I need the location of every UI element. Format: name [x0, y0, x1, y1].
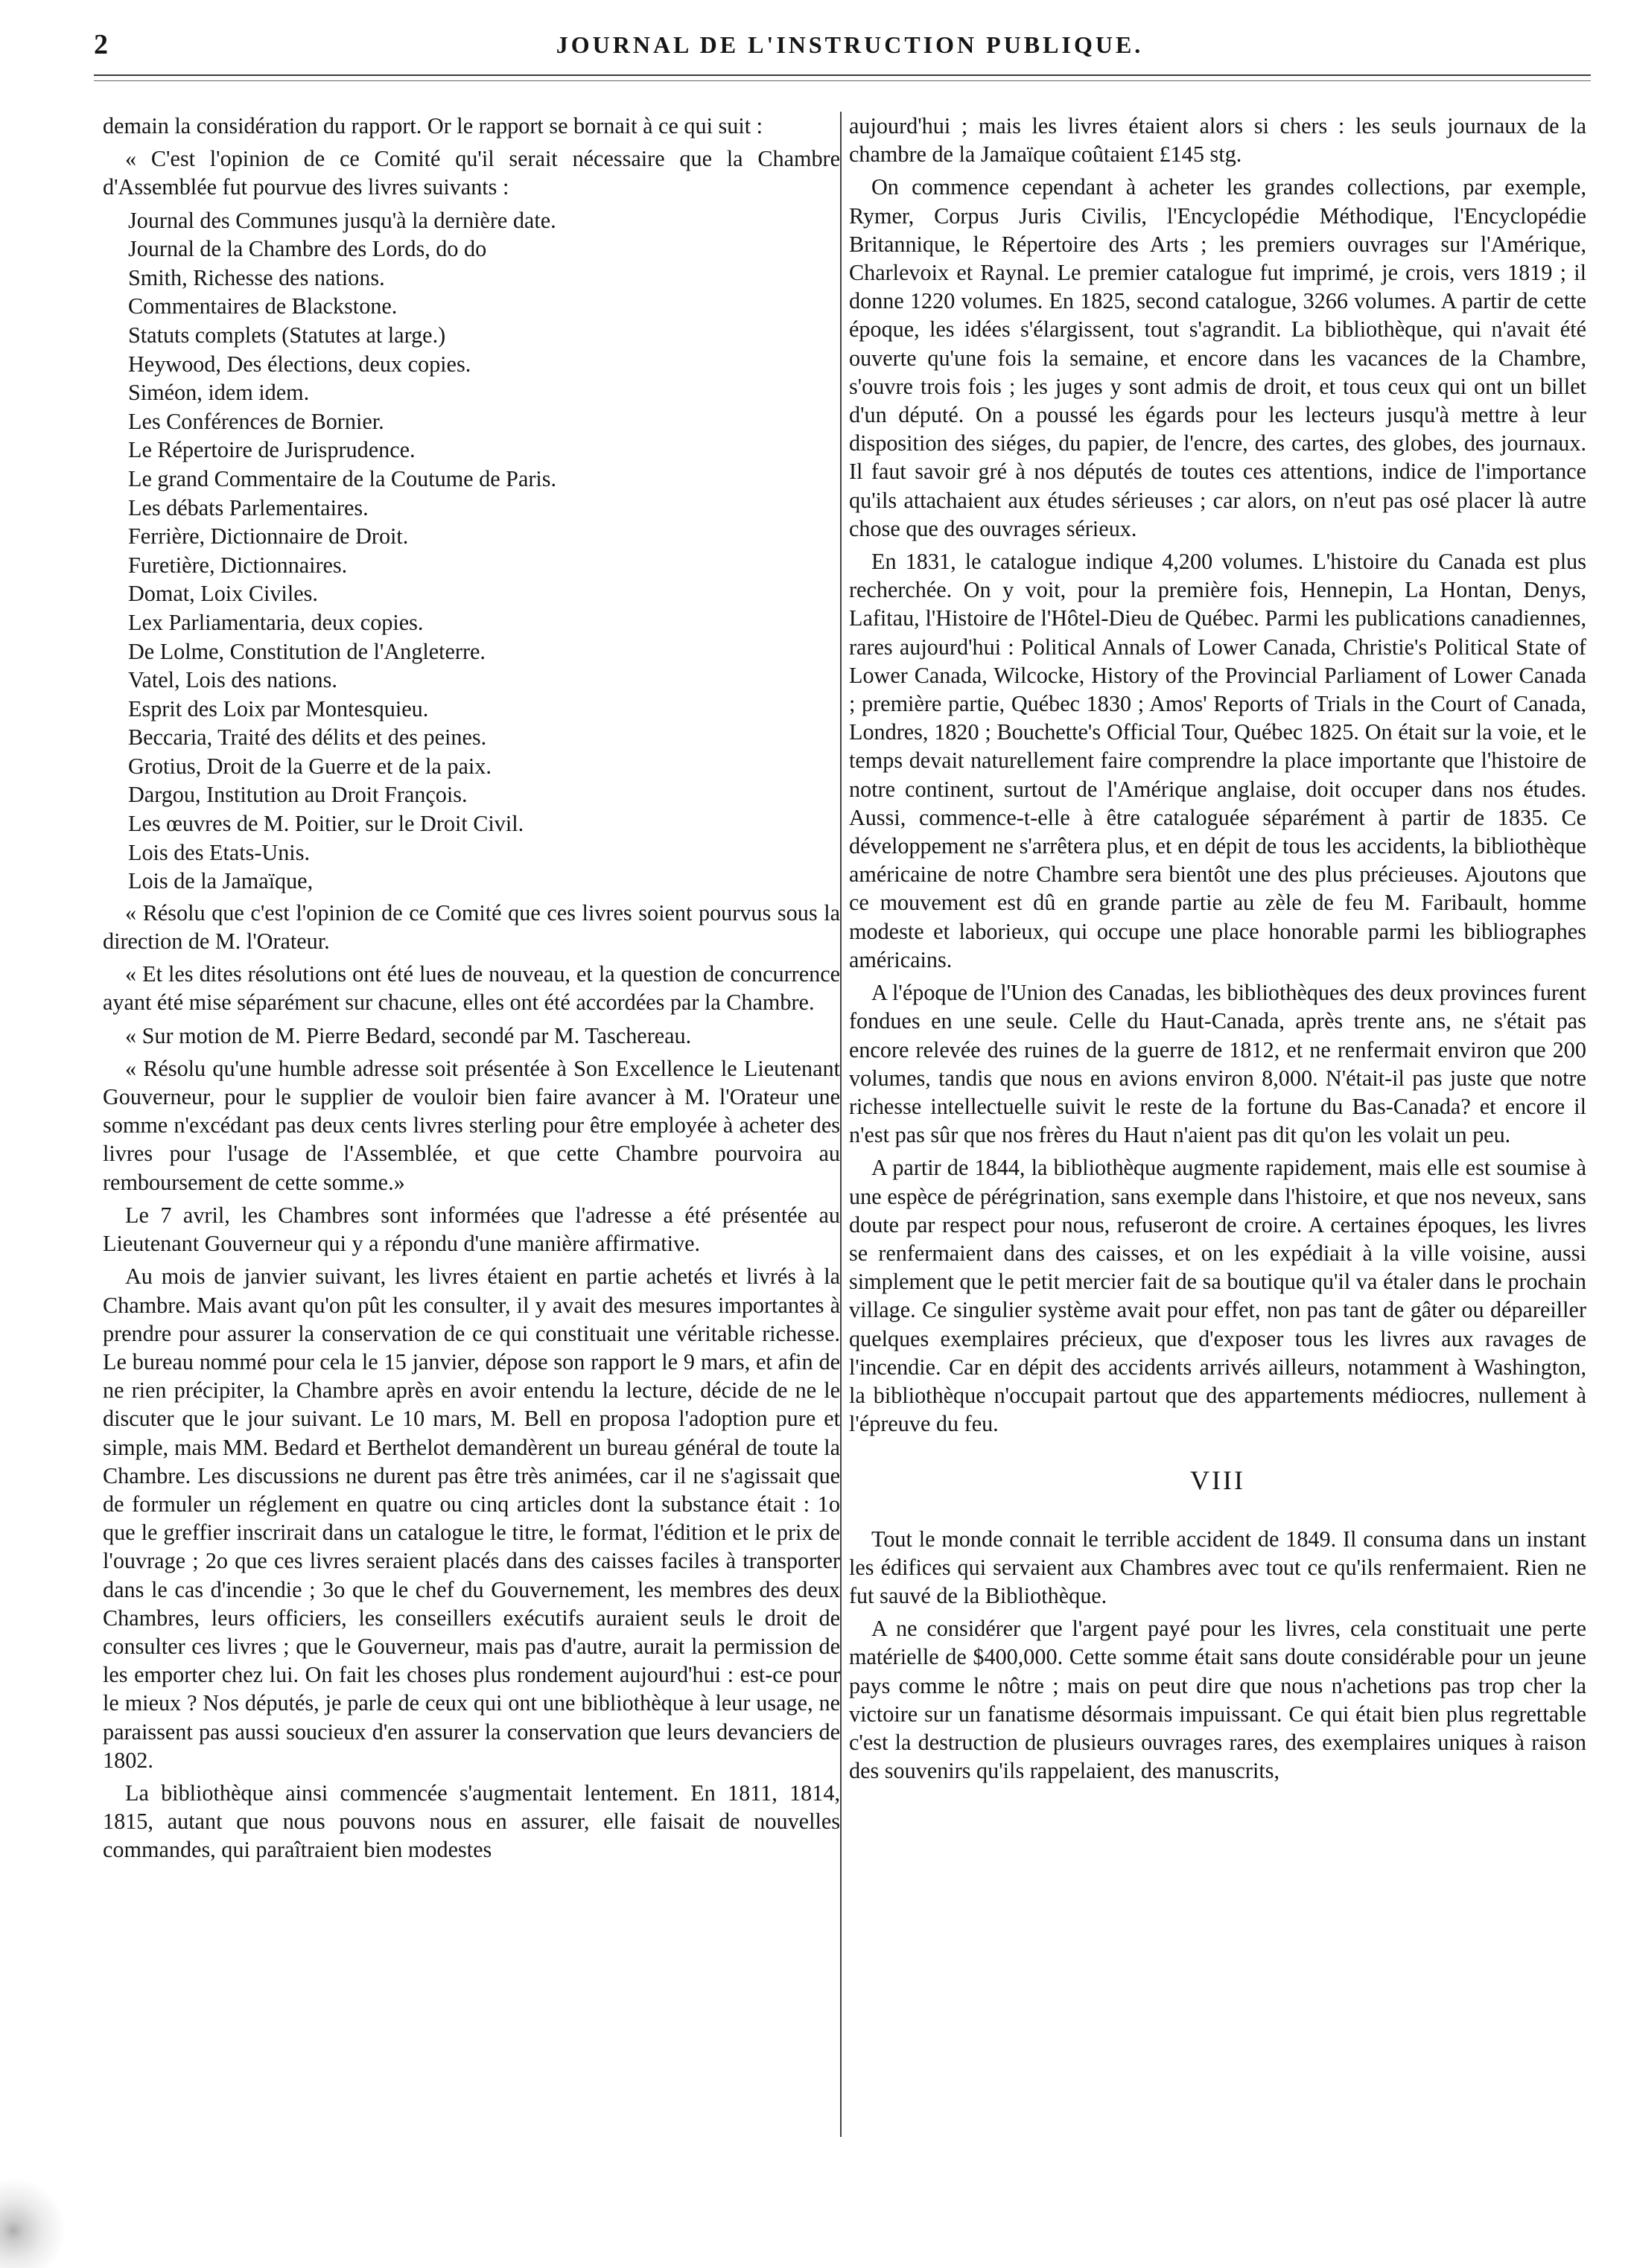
book-list-item: De Lolme, Constitution de l'Angleterre.: [128, 638, 486, 664]
book-list-item: Statuts complets (Statutes at large.): [128, 322, 446, 348]
scan-smudge: [0, 2174, 67, 2268]
paragraph: A l'époque de l'Union des Canadas, les bibliothèques des deux provinces furent fondues en une seule. Celle du Haut-Canada, après trente ans, ne s'était pas encore relevée des ruines de la guerre de 1812, et ne renfermait environ que 200 volumes, tandis que nous en avions environ 8,000. N'était-il pas juste que notre richesse intellectuelle suivit le reste de la fortune du Bas-Canada? et encore il n'est pas sûr que nos frères du Haut n'aient pas dit qu'on les volait un peu.: [849, 980, 1586, 1148]
section-heading: VIII: [1190, 1465, 1245, 1496]
paragraph: « Résolu qu'une humble adresse soit présentée à Son Excellence le Lieutenant Gouverneur, pour le supplier de vouloir bien faire avancer à M. l'Orateur une somme n'excédant pas deux cents livres sterling pour être employée à acheter des livres pour l'usage de l'Assemblée, et que cette Chambre pourvoira au remboursement de cette somme.»: [103, 1055, 840, 1195]
book-list-item: Les Conférences de Bornier.: [128, 408, 384, 434]
header-rule-thin: [94, 80, 1591, 81]
paragraph: aujourd'hui ; mais les livres étaient alors si chers : les seuls journaux de la chambre de la Jamaïque coûtaient £145 stg.: [849, 113, 1586, 168]
book-list: [103, 206, 840, 896]
paragraph: demain la considération du rapport. Or le rapport se bornait à ce qui suit :: [103, 113, 763, 138]
book-list-item: Lex Parliamentaria, deux copies.: [128, 609, 424, 635]
book-list-item: Furetière, Dictionnaires.: [128, 552, 348, 578]
page-header: [94, 25, 1606, 64]
paragraph: A partir de 1844, la bibliothèque augmente rapidement, mais elle est soumise à une espèce de pérégrination, sans exemple dans l'histoire, et que nos neveux, sans doute par respect pour nous, refuseront de croire. A certaines époques, les livres se renfermaient dans des caisses, et on les expédiait à la ville voisine, aussi simplement que le petit mercier fait de sa boutique qu'il va étaler dans le prochain village. Ce singulier système avait pour effet, non pas tant de gâter ou dépareiller quelques exemplaires précieux, que d'exposer tous les livres aux ravages de l'incendie. Car en dépit des accidents arrivés ailleurs, notamment à Washington, la bibliothèque n'occupait partout que des appartements médiocres, nullement à l'épreuve du feu.: [849, 1155, 1586, 1437]
right-column: [849, 112, 1586, 1789]
book-list-item: Domat, Loix Civiles.: [128, 581, 318, 607]
paragraph: Le 7 avril, les Chambres sont informées que l'adresse a été présentée au Lieutenant Gouverneur qui y a répondu d'une manière affirmative.: [103, 1202, 840, 1257]
left-column: [103, 112, 840, 1869]
book-list-item: Journal des Communes jusqu'à la dernière date.: [128, 207, 556, 233]
book-list-item: Smith, Richesse des nations.: [128, 264, 385, 290]
paragraph: Tout le monde connait le terrible accident de 1849. Il consuma dans un instant les édifices qui servaient aux Chambres avec tout ce qu'ils renfermaient. Rien ne fut sauvé de la Bibliothèque.: [849, 1526, 1586, 1608]
book-list-item: Le grand Commentaire de la Coutume de Paris.: [128, 465, 557, 491]
book-list-item: Vatel, Lois des nations.: [128, 667, 337, 693]
paragraph: « Et les dites résolutions ont été lues de nouveau, et la question de concurrence ayant été mise séparément sur chacune, elles ont été accordées par la Chambre.: [103, 961, 840, 1016]
paragraph: Au mois de janvier suivant, les livres étaient en partie achetés et livrés à la Chambre. Mais avant qu'on pût les consulter, il y avait des mesures importantes à prendre pour assurer la conservation de ce qui constituait une véritable richesse. Le bureau nommé pour cela le 15 janvier, dépose son rapport le 9 mars, et afin de ne rien précipiter, la Chambre après en avoir entendu la lecture, décide de ne le discuter que le jour suivant. Le 10 mars, M. Bell en proposa l'adoption pure et simple, mais MM. Bedard et Berthelot demandèrent un bureau général de toute la Chambre. Les discussions ne durent pas être très animées, car il ne s'agissait que de formuler un réglement en quatre ou cinq articles dont la substance était : 1o que le greffier inscrirait dans un catalogue le titre, le format, l'édition et le prix de l'ouvrage ; 2o que ces livres seraient placés dans des caisses faciles à transporter dans le cas d'incendie ; 3o que le chef du Gouvernement, les membres des deux Chambres, leurs officiers, les conseillers exécutifs auraient seuls le droit de consulter ces livres ; que le Gouverneur, mais pas d'autre, aurait la permission de les emporter chez lui. On fait les choses plus rondement aujourd'hui : est-ce pour le mieux ? Nos députés, je parle de ceux qui ont une bibliothèque à leur usage, ne paraissent pas aussi soucieux d'en assurer la conservation que leurs devanciers de 1802.: [103, 1264, 840, 1773]
paragraph: En 1831, le catalogue indique 4,200 volumes. L'histoire du Canada est plus recherchée. On y voit, pour la première fois, Hennepin, La Hontan, Denys, Lafitau, l'Histoire de l'Hôtel-Dieu de Québec. Parmi les publications canadiennes, rares aujourd'hui : Political Annals of Lower Canada, Christie's Political State of Lower Canada, Wilcocke, History of the Provincial Parliament of Lower Canada ; première partie, Québec 1830 ; Amos' Reports of Trials in the Court of Canada, Londres, 1820 ; Bouchette's Official Tour, Québec 1825. On était sur la voie, et le temps devait naturellement faire comprendre la place importante que l'histoire de notre continent, surtout de l'Amérique anglaise, doit occuper dans nos études. Aussi, commence-t-elle à être cataloguée séparément à partir de 1835. Ce développement ne s'arrêtera plus, et en dépit de tous les accidents, la bibliothèque américaine de notre Chambre sera bientôt une des plus précieuses. Ajoutons que ce mouvement est dû en grande partie au zèle de feu M. Faribault, homme modeste et laborieux, qui occupe une place honorable parmi les bibliographes américains.: [849, 549, 1586, 972]
paragraph: A ne considérer que l'argent payé pour les livres, cela constituait une perte matérielle de $400,000. Cette somme était sans doute considérable pour un jeune pays comme le nôtre ; mais on peut dire que nous n'achetions pas trop cher la victoire sur un fanatisme désormais impuissant. Ce qui était bien plus regrettable c'est la destruction de plusieurs ouvrages rares, des exemplaires uniques à raison des souvenirs qu'ils rappelaient, des manuscrits,: [849, 1616, 1586, 1784]
book-list-item: Les œuvres de M. Poitier, sur le Droit Civil.: [128, 811, 524, 837]
header-rule: [94, 74, 1591, 76]
book-list-item: Le Répertoire de Jurisprudence.: [128, 437, 416, 463]
running-title: JOURNAL DE L'INSTRUCTION PUBLIQUE.: [556, 31, 1144, 58]
paragraph: On commence cependant à acheter les grandes collections, par exemple, Rymer, Corpus Juris Civilis, l'Encyclopédie Méthodique, l'Encyclopédie Britannique, le Répertoire des Arts ; les premiers ouvrages sur l'Amérique, Charlevoix et Raynal. Le premier catalogue fut imprimé, je crois, vers 1819 ; il donne 1220 volumes. En 1825, second catalogue, 3266 volumes. A partir de cette époque, les idées s'élargissent, tout s'agrandit. La bibliothèque, qui n'avait été ouverte qu'une fois la semaine, et encore dans les vacances de la Chambre, s'ouvre trois fois ; les juges y sont admis de droit, et tous ceux qui ont un billet d'un député. On a poussé les égards pour les lecteurs jusqu'à mettre à leur disposition des siéges, du papier, de l'encre, des cartes, des globes, des journaux. Il faut savoir gré à nos députés de toutes ces attentions, indice de l'importance qu'ils attachaient aux études sérieuses ; car alors, on n'eut pas osé placer là autre chose que des ouvrages sérieux.: [849, 174, 1586, 541]
book-list-item: Esprit des Loix par Montesquieu.: [128, 695, 429, 722]
book-list-item: Dargou, Institution au Droit François.: [128, 782, 468, 808]
book-list-item: Heywood, Des élections, deux copies.: [128, 351, 471, 377]
book-list-item: Les débats Parlementaires.: [128, 494, 369, 520]
book-list-item: Beccaria, Traité des délits et des peines.: [128, 724, 487, 751]
book-list-item: Journal de la Chambre des Lords, do do: [128, 236, 487, 262]
column-divider: [840, 112, 842, 2137]
paragraph: La bibliothèque ainsi commencée s'augmentait lentement. En 1811, 1814, 1815, autant que nous pouvons nous en assurer, elle faisait de nouvelles commandes, qui paraîtraient bien modestes: [103, 1780, 840, 1863]
book-list-item: Commentaires de Blackstone.: [128, 293, 398, 319]
paragraph: « C'est l'opinion de ce Comité qu'il serait nécessaire que la Chambre d'Assemblée fut pourvue des livres suivants :: [103, 146, 840, 200]
book-list-item: Lois des Etats-Unis.: [128, 839, 310, 865]
book-list-item: Siméon, idem idem.: [128, 380, 310, 406]
book-list-item: Ferrière, Dictionnaire de Droit.: [128, 523, 409, 550]
paragraph: « Sur motion de M. Pierre Bedard, secondé par M. Taschereau.: [125, 1022, 692, 1048]
book-list-item: Lois de la Jamaïque,: [128, 868, 314, 894]
book-list-item: Grotius, Droit de la Guerre et de la paix.: [128, 753, 492, 779]
page-number: 2: [94, 29, 108, 60]
paragraph: « Résolu que c'est l'opinion de ce Comité que ces livres soient pourvus sous la direction de M. l'Orateur.: [103, 899, 840, 955]
